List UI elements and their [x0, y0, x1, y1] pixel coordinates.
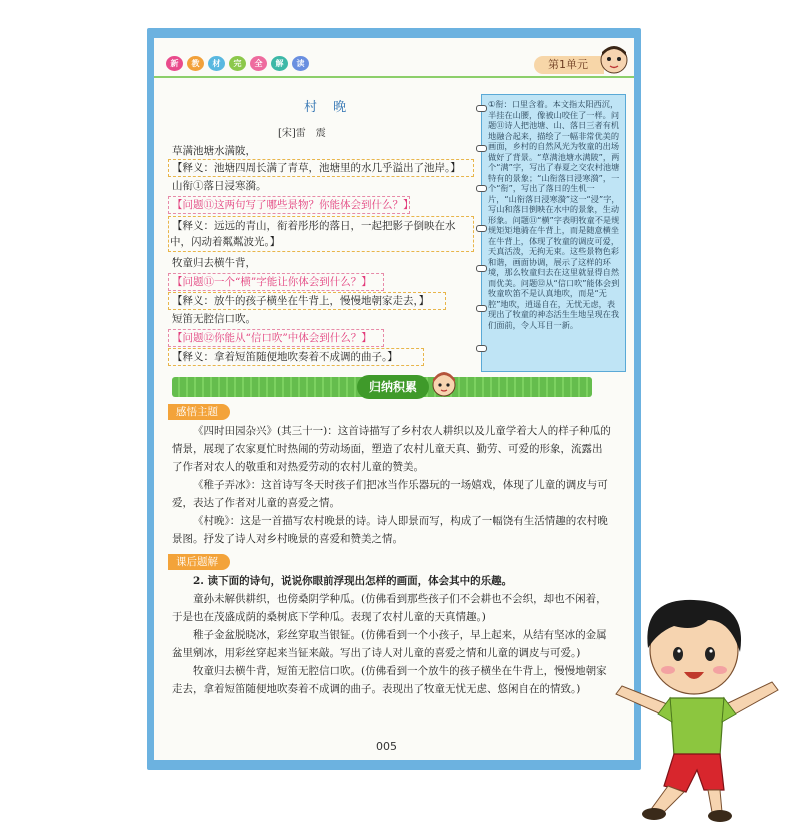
poem-line: 山衔①落日浸寒漪。 — [172, 180, 267, 192]
series-title-bubbles — [166, 56, 309, 71]
book-page — [154, 38, 634, 760]
section-tab-answers: 课后题解 — [168, 554, 230, 570]
binding-ring — [476, 105, 487, 112]
explanation-text: 【释义：远远的青山，衔着彤彤的落日，一起把影子倒映在水 — [172, 220, 456, 232]
exercise-answer: 稚子金盆脱晓冰，彩丝穿取当银钲。(仿佛看到一个小孩子，早上起来，从结有坚冰的金属盆里剜冰，用彩丝穿起来当钲来敲。写出了诗人对儿童的喜爱之情和儿童的调皮与可爱。) — [172, 629, 607, 659]
annotation-notes — [481, 94, 626, 372]
explanation-text: 【释义：池塘四周长满了青草，池塘里的水几乎溢出了池岸。】 — [172, 162, 461, 174]
question-text: 【问题⑪一个“横”字能让你体会到什么？】 — [172, 276, 372, 288]
bubble-char: 读 — [292, 56, 309, 71]
summary-banner — [172, 377, 592, 397]
binding-ring — [476, 185, 487, 192]
header-divider — [154, 76, 634, 78]
exercise-answer: 童孙未解供耕织，也傍桑阴学种瓜。(仿佛看到那些孩子们不会耕也不会织，却也不闲着，于是也在茂盛成荫的桑树底下学种瓜。表现了农村儿童的天真情趣。) — [172, 593, 607, 623]
theme-paragraph: 《村晚》：这是一首描写农村晚景的诗。诗人即景而写，构成了一幅饶有生活情趣的农村晚景图。抒发了诗人对乡村晚景的喜爱和赞美之情。 — [172, 515, 608, 545]
theme-paragraph: 《四时田园杂兴》(其三十一)：这首诗描写了乡村农人耕织以及儿童学着大人的样子种瓜的情景，展现了农家夏忙时热闹的劳动场面，塑造了农村儿童天真、勤劳、可爱的形象，流露出了作者对农人的敬重和对热爱劳动的农村儿童的赞美。 — [172, 425, 611, 473]
poem-line: 草满池塘水满陂， — [172, 145, 256, 157]
bubble-char: 教 — [187, 56, 204, 71]
banner-label: 归纳积累 — [357, 375, 429, 399]
theme-paragraph: 《稚子弄冰》：这首诗写冬天时孩子们把冰当作乐器玩的一场嬉戏，体现了儿童的调皮与可爱，表达了作者对儿童的喜爱之情。 — [172, 479, 608, 509]
bubble-char: 解 — [271, 56, 288, 71]
explanation-text: 【释义：放牛的孩子横坐在牛背上，慢慢地朝家走去，】 — [172, 295, 430, 307]
section-tab-theme: 感悟主题 — [168, 404, 230, 420]
poem-line: 牧童归去横牛背， — [172, 257, 256, 269]
explanation-text: 【释义：拿着短笛随便地吹奏着不成调的曲子。】 — [172, 351, 398, 363]
binding-ring — [476, 145, 487, 152]
binding-ring — [476, 225, 487, 232]
exercise-question: 2. 读下面的诗句，说说你眼前浮现出怎样的画面，体会其中的乐趣。 — [193, 575, 513, 587]
binding-ring — [476, 305, 487, 312]
bubble-char: 材 — [208, 56, 225, 71]
cartoon-boy-illustration — [612, 586, 782, 826]
page-number: 005 — [376, 740, 397, 753]
poem-title: 村 晚 — [304, 100, 353, 115]
explanation-text: 中，闪动着粼粼波光。】 — [170, 236, 281, 248]
unit-label: 第1单元 — [534, 56, 604, 74]
binding-ring — [476, 265, 487, 272]
girl-face-icon — [430, 369, 458, 399]
boy-avatar-icon — [598, 42, 630, 78]
question-text: 【问题⑫你能从“信口吹”中体会到什么？】 — [172, 332, 372, 344]
poem-author: [宋]雷 震 — [278, 128, 326, 139]
poem-line: 短笛无腔信口吹。 — [172, 313, 256, 325]
bubble-char: 完 — [229, 56, 246, 71]
notes-text: ①衔：口里含着。本文指太阳西沉，半挂在山腰，像被山咬住了一样。问题⑪诗人把池塘、山、落日三者有机地融合起来，描绘了一幅非常优美的画面，乡村的自然风光为牧童的出场做好了背景。“草满池塘水满陂”，两个“满”字，写出了春夏之交农村池塘特有的景象；“山衔落日浸寒漪”，一个“衔”，写出了落日的生机一片，“山衔落日浸寒漪”这一“浸”字，写山和落日倒映在水中的景象，生动形象。问题⑪“横”字表明牧童不是规规矩矩地骑在牛背上，而是随意横坐在牛背上，体现了牧童的调皮可爱，天真活泼，无拘无束。这些景物色彩和谐，画面协调，展示了这样的环境，那么牧童归去在这里就显得自然而优美。问题⑫从“信口吹”能体会到牧童吹笛不是认真地吹，而是“无腔”地吹，逍遥自在，无忧无虑，表现出了牧童的神态活生生地呈现在我们面前，令人耳目一新。 — [488, 99, 620, 330]
binding-ring — [476, 345, 487, 352]
exercise-answer: 牧童归去横牛背，短笛无腔信口吹。(仿佛看到一个放牛的孩子横坐在牛背上，慢慢地朝家走去，拿着短笛随便地吹奏着不成调的曲子。表现出了牧童无忧无虑、悠闲自在的情致。) — [172, 665, 607, 695]
bubble-char: 全 — [250, 56, 267, 71]
question-text: 【问题⑪这两句写了哪些景物？你能体会到什么？】 — [172, 199, 414, 211]
bubble-char: 新 — [166, 56, 183, 71]
